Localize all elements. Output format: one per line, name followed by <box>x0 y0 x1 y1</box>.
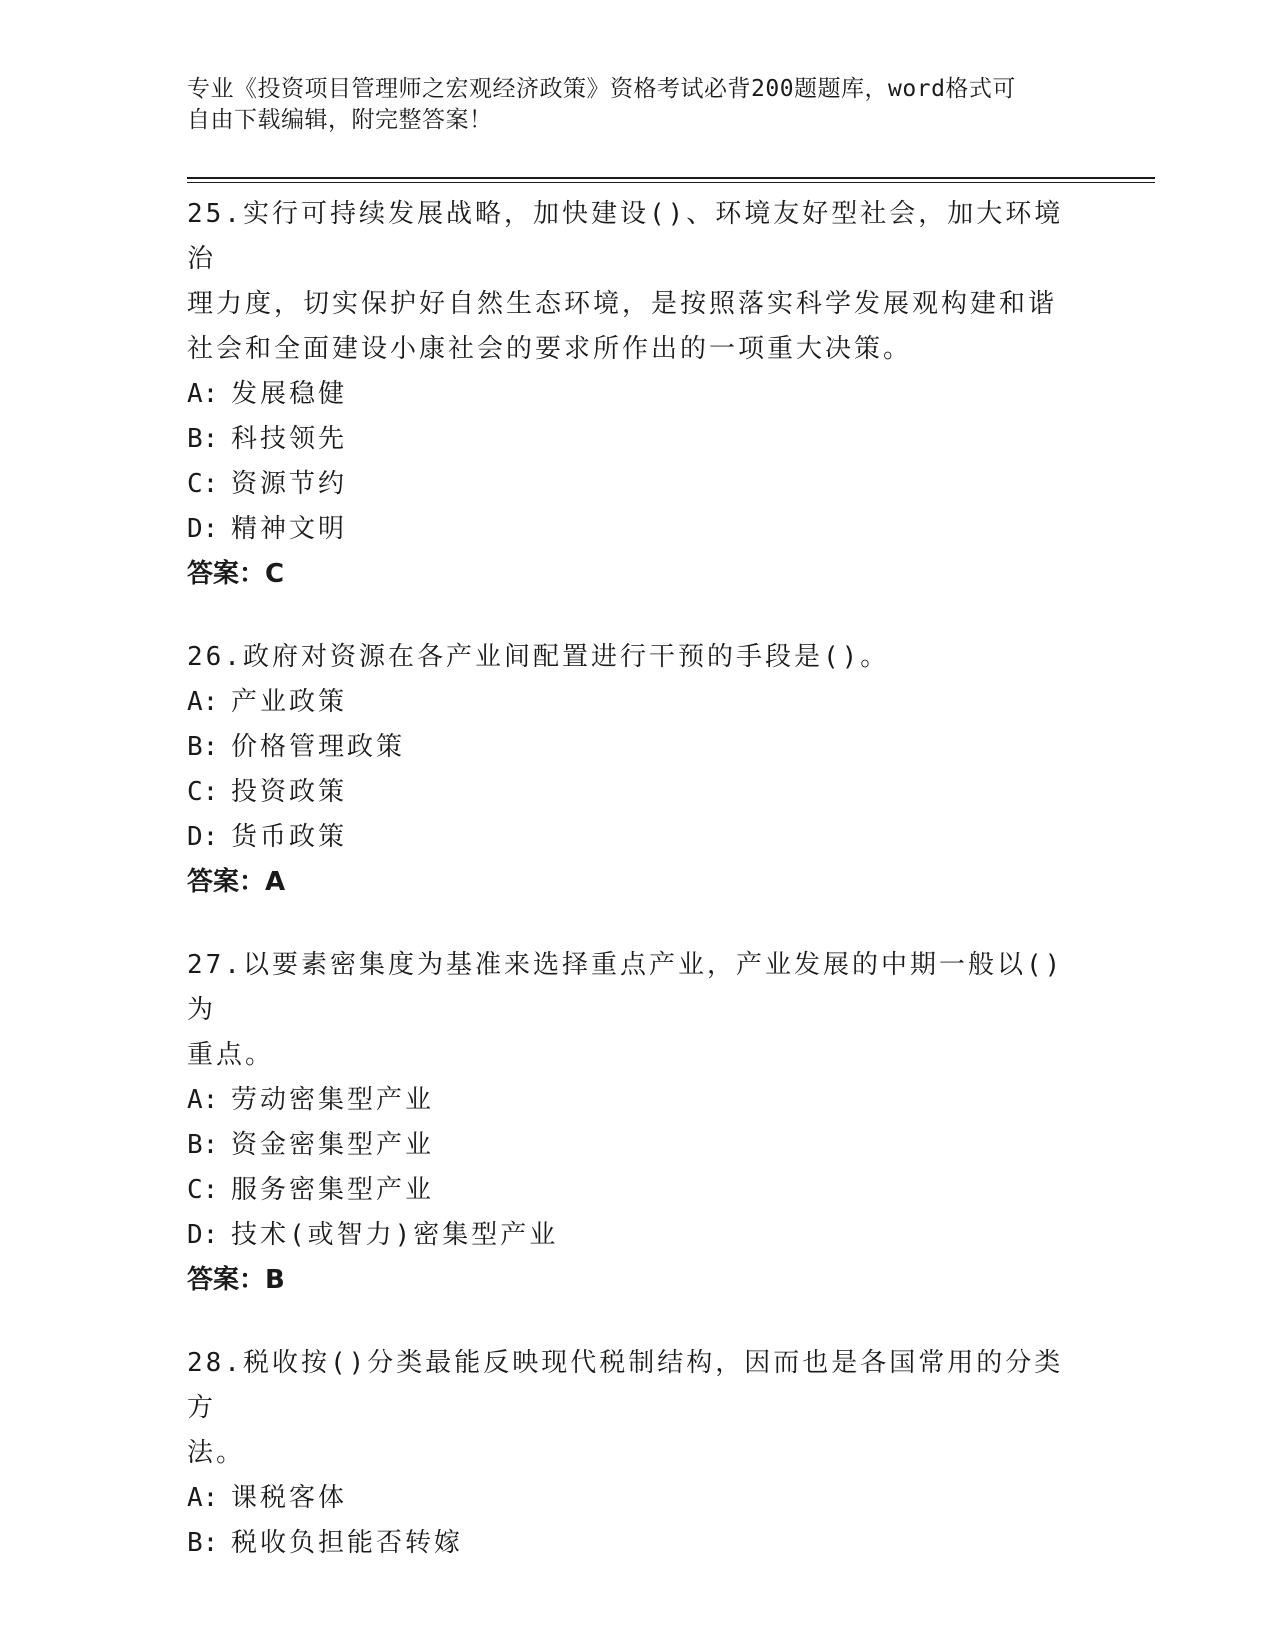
question-list <box>187 192 1077 1604</box>
option-letter: D: <box>187 822 219 852</box>
option-letter: A: <box>187 687 219 717</box>
option-text: 价格管理政策 <box>231 732 406 762</box>
option-b <box>187 417 1077 462</box>
option-text: 服务密集型产业 <box>231 1175 435 1205</box>
option-text: 资金密集型产业 <box>231 1130 435 1160</box>
option-text: 课税客体 <box>231 1483 348 1513</box>
option-text: 劳动密集型产业 <box>231 1085 435 1115</box>
header-divider-thick <box>187 177 1155 179</box>
question-stem-line: 25.实行可持续发展战略，加快建设()、环境友好型社会，加大环境治 <box>187 199 1064 274</box>
option-text: 发展稳健 <box>231 379 348 409</box>
option-c <box>187 1168 1077 1213</box>
question-stem-line: 28.税收按()分类最能反映现代税制结构，因而也是各国常用的分类方 <box>187 1348 1064 1423</box>
option-d <box>187 507 1077 552</box>
header-divider-thin <box>187 182 1155 183</box>
option-letter: C: <box>187 777 219 807</box>
header-line-1: 专业《投资项目管理师之宏观经济政策》资格考试必背200题题库，word格式可 <box>187 76 1016 102</box>
option-a <box>187 1078 1077 1123</box>
header-line-2: 自由下载编辑，附完整答案！ <box>187 107 493 133</box>
option-text: 精神文明 <box>231 514 348 544</box>
question-stem-line: 理力度，切实保护好自然生态环境，是按照落实科学发展观构建和谐 <box>187 289 1058 319</box>
answer-label: 答案：C <box>187 559 285 589</box>
question-28 <box>187 1341 1077 1566</box>
question-stem-line: 重点。 <box>187 1040 275 1070</box>
option-letter: B: <box>187 424 219 454</box>
option-d <box>187 815 1077 860</box>
option-letter: B: <box>187 1130 219 1160</box>
question-stem-line: 26.政府对资源在各产业间配置进行干预的手段是()。 <box>187 642 890 672</box>
answer-label: 答案：B <box>187 1265 285 1295</box>
question-26 <box>187 635 1077 905</box>
question-stem-line: 27.以要素密集度为基准来选择重点产业，产业发展的中期一般以()为 <box>187 950 1064 1025</box>
option-letter: C: <box>187 469 219 499</box>
option-letter: A: <box>187 379 219 409</box>
option-text: 科技领先 <box>231 424 348 454</box>
option-text: 货币政策 <box>231 822 348 852</box>
question-stem-line: 社会和全面建设小康社会的要求所作出的一项重大决策。 <box>187 334 913 364</box>
option-text: 投资政策 <box>231 777 348 807</box>
question-stem-line: 法。 <box>187 1438 246 1468</box>
option-text: 资源节约 <box>231 469 348 499</box>
option-letter: A: <box>187 1085 219 1115</box>
answer-label: 答案：A <box>187 867 286 897</box>
option-c <box>187 770 1077 815</box>
document-header <box>187 74 1067 136</box>
option-a <box>187 372 1077 417</box>
option-b <box>187 1123 1077 1168</box>
option-letter: D: <box>187 1220 219 1250</box>
option-letter: D: <box>187 514 219 544</box>
option-d <box>187 1213 1077 1258</box>
option-text: 技术(或智力)密集型产业 <box>231 1220 559 1250</box>
option-letter: A: <box>187 1483 219 1513</box>
question-27 <box>187 943 1077 1303</box>
option-text: 税收负担能否转嫁 <box>231 1528 464 1558</box>
option-letter: C: <box>187 1175 219 1205</box>
option-a <box>187 680 1077 725</box>
option-c <box>187 462 1077 507</box>
option-b <box>187 725 1077 770</box>
option-letter: B: <box>187 1528 219 1558</box>
option-a <box>187 1476 1077 1521</box>
option-text: 产业政策 <box>231 687 348 717</box>
question-25 <box>187 192 1077 597</box>
option-b <box>187 1521 1077 1566</box>
option-letter: B: <box>187 732 219 762</box>
